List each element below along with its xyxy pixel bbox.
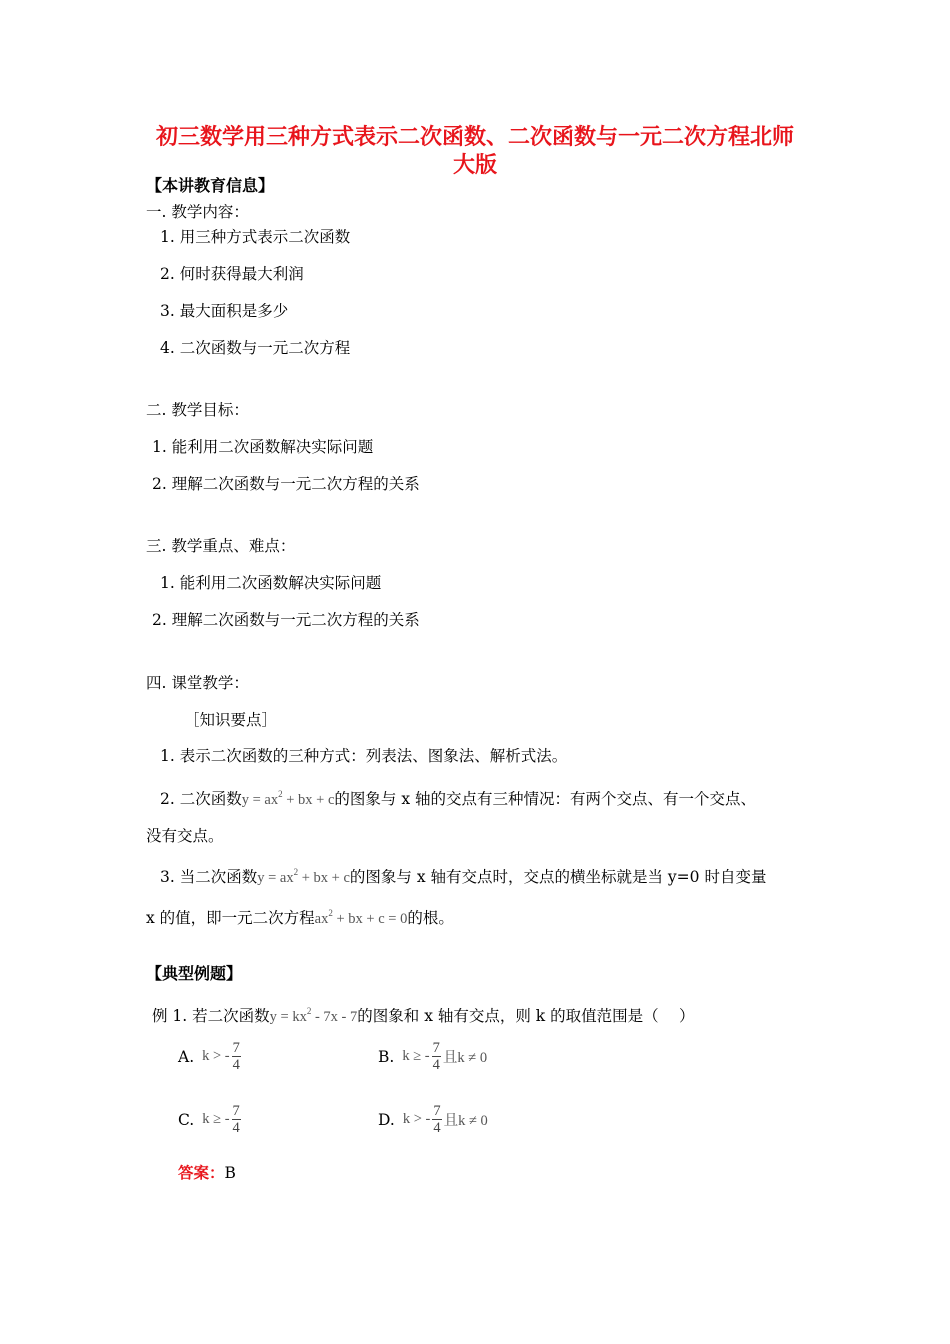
option-a-label: A.: [178, 1047, 195, 1066]
quadratic-equation: $ax^2$ + bx + c = 0: [314, 908, 408, 927]
content-item-4: 4. 二次函数与一元二次方程: [160, 339, 351, 357]
knowledge-point-1: 1. 表示二次函数的三种方式：列表法、图象法、解析式法。: [160, 747, 568, 765]
option-d-label: D.: [378, 1110, 395, 1129]
example-1-question: [152, 1001, 695, 1027]
section-content-heading: 一. 教学内容：: [146, 203, 249, 221]
option-a-relation: k > -: [202, 1048, 230, 1064]
knowledge-point-3-cont: [146, 903, 454, 929]
example-1-answer: [178, 1163, 236, 1183]
goals-item-2: 2. 理解二次函数与一元二次方程的关系: [152, 475, 420, 493]
option-b-relation: k ≥ -: [402, 1048, 430, 1064]
point3-cont-prefix: x 的值，即一元二次方程: [146, 909, 315, 927]
option-d-fraction: $\frac{7}{4}$: [433, 1103, 441, 1136]
option-b-label: B.: [378, 1047, 395, 1066]
example-1-formula: $y = kx^2 - 7x - 7$: [269, 1006, 358, 1025]
option-d-extra: 且k ≠ 0: [443, 1113, 488, 1129]
option-d[interactable]: [378, 1103, 488, 1136]
keypoints-item-1: 1. 能利用二次函数解决实际问题: [160, 574, 382, 592]
answer-label: 答案：: [178, 1164, 225, 1182]
option-a[interactable]: [178, 1040, 243, 1073]
section-teaching-heading: 四. 课堂教学：: [146, 674, 249, 692]
example-1-prefix: 例 1. 若二次函数: [152, 1007, 270, 1025]
option-c-label: C.: [178, 1110, 195, 1129]
document-title-line2: 大版: [452, 153, 497, 178]
section-keypoints-heading: 三. 教学重点、难点：: [146, 537, 296, 555]
content-item-2: 2. 何时获得最大利润: [160, 265, 304, 283]
keypoints-item-2: 2. 理解二次函数与一元二次方程的关系: [152, 611, 420, 629]
info-heading: 【本讲教育信息】: [146, 176, 275, 195]
point3-cont-suffix: 的根。: [407, 909, 454, 927]
example-1-suffix: 的图象和 x 轴有交点，则 k 的取值范围是（ ）: [357, 1007, 695, 1025]
option-c-relation: k ≥ -: [202, 1111, 230, 1127]
examples-heading: 【典型例题】: [146, 964, 243, 983]
content-item-3: 3. 最大面积是多少: [160, 302, 289, 320]
section-goals-heading: 二. 教学目标：: [146, 401, 249, 419]
option-b[interactable]: [378, 1040, 487, 1073]
knowledge-point-2: [160, 784, 756, 810]
document-title-line1: 初三数学用三种方式表示二次函数、二次函数与一元二次方程北师: [155, 125, 794, 150]
content-item-1: 1. 用三种方式表示二次函数: [160, 228, 351, 246]
quadratic-formula: $y = ax^2$ + bx + c: [257, 867, 350, 886]
option-c[interactable]: [178, 1103, 243, 1136]
option-d-relation: k > -: [402, 1111, 431, 1127]
answer-value: B: [224, 1164, 236, 1182]
point3-prefix: 3. 当二次函数: [160, 868, 258, 886]
knowledge-point-2-cont: 没有交点。: [146, 827, 224, 845]
option-a-fraction: $\frac{7}{4}$: [232, 1040, 240, 1073]
point3-suffix: 的图象与 x 轴有交点时，交点的横坐标就是当 y=0 时自变量: [349, 868, 767, 886]
option-b-fraction: $\frac{7}{4}$: [432, 1040, 440, 1073]
knowledge-label: ［知识要点］: [184, 711, 278, 729]
option-b-extra: 且k ≠ 0: [442, 1050, 488, 1066]
goals-item-1: 1. 能利用二次函数解决实际问题: [152, 438, 374, 456]
knowledge-point-3: [160, 862, 766, 888]
quadratic-formula: $y = ax^2$ + bx + c: [241, 789, 335, 808]
point2-prefix: 2. 二次函数: [160, 790, 242, 808]
point2-suffix: 的图象与 x 轴的交点有三种情况：有两个交点、有一个交点、: [334, 790, 756, 808]
option-c-fraction: $\frac{7}{4}$: [232, 1103, 240, 1136]
